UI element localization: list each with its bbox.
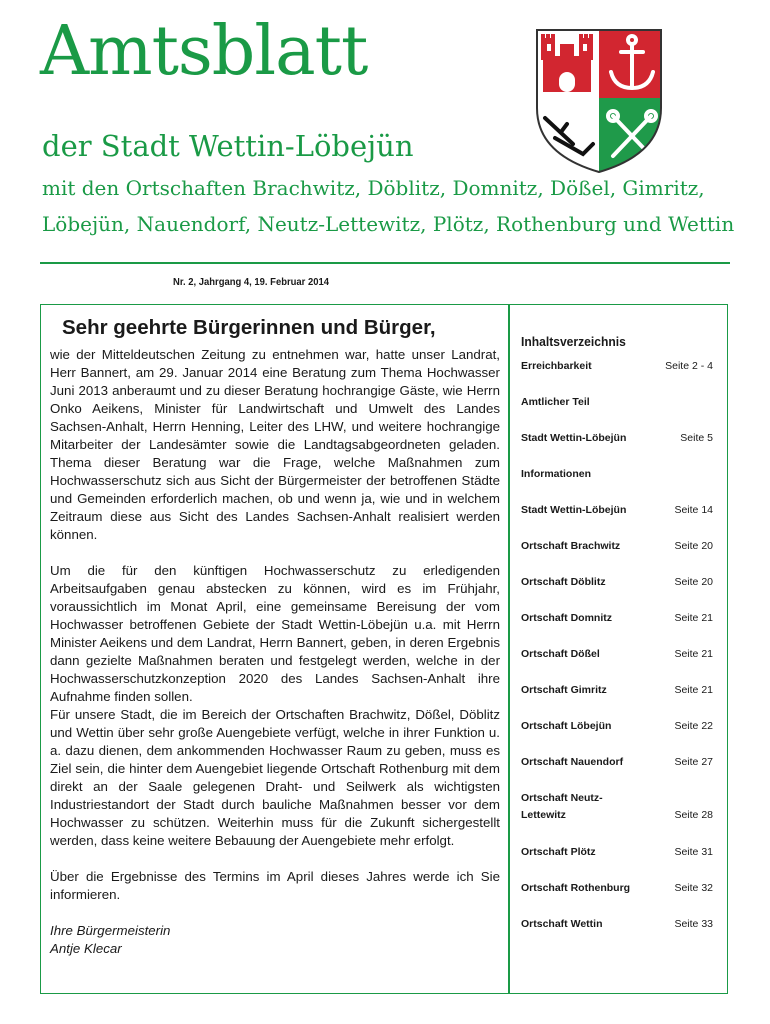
letter-paragraph: wie der Mitteldeutschen Zeitung zu entnehmen war, hatte unser Landrat, Herr Bannert, am 29. Januar 2014 eine Beratung zum Thema Hochwasser Juni 2013 anberaumt und zu dieser Beratung hochrangige Gäste, wie Herrn Onko Aeikens, Minister für Landwirtschaft und Umwelt des Landes Sachsen-Anhalt, Herrn Henning, Leiter des LHW, und weitere hochrangige Mitarbeiter der Landesämter sowie die Landtagsabgeordneten geladen. Thema dieser Beratung war die Frage, welche Maßnahmen zum Hochwasserschutz sich aus Sicht der Bürgermeister der betroffenen Städte und Gemeinden erforderlich machen, ob und wenn ja, wie und in welchem Zeitraum diese aus Sicht des Landes Sachsen-Anhalt realisiert werden können. — [50, 347, 500, 542]
toc-item-page: Seite 21 — [674, 684, 713, 696]
toc-item-page: Seite 21 — [674, 648, 713, 660]
toc-item-page: Seite 28 — [674, 809, 713, 821]
toc-item-page: Seite 14 — [674, 504, 713, 516]
toc-item-label: Ortschaft Löbejün — [521, 720, 612, 732]
masthead-towns-line1: mit den Ortschaften Brachwitz, Döblitz, Domnitz, Dößel, Gimritz, — [42, 176, 705, 200]
toc-item-label: Ortschaft Nauendorf — [521, 756, 624, 768]
letter-body — [50, 346, 500, 958]
toc-item[interactable] — [521, 682, 713, 699]
letter-paragraph: Über die Ergebnisse des Termins im April dieses Jahres werde ich Sie informieren. — [50, 869, 500, 902]
toc-item-page: Seite 21 — [674, 612, 713, 624]
toc-item[interactable] — [521, 358, 713, 375]
toc-item-page: Seite 20 — [674, 540, 713, 552]
toc-item-label: Stadt Wettin-Löbejün — [521, 504, 627, 516]
toc-item[interactable] — [521, 466, 713, 483]
toc-item-page: Seite 5 — [680, 432, 713, 444]
toc-item-page: Seite 31 — [674, 846, 713, 858]
toc-item-label: Ortschaft Rothenburg — [521, 882, 631, 894]
coat-of-arms-icon — [533, 26, 665, 176]
toc-item[interactable] — [521, 394, 713, 411]
toc-item[interactable] — [521, 430, 713, 447]
column-divider — [508, 304, 510, 994]
masthead-divider — [40, 262, 730, 264]
toc-item-label: Ortschaft Domnitz — [521, 612, 613, 624]
toc-title: Inhaltsverzeichnis — [521, 334, 626, 349]
toc-item[interactable] — [521, 610, 713, 627]
toc-item[interactable] — [521, 844, 713, 861]
toc-item-label: Ortschaft Brachwitz — [521, 540, 621, 552]
toc-item[interactable] — [521, 646, 713, 663]
toc-item[interactable] — [521, 916, 713, 933]
toc-item-label: Ortschaft Neutz-Lettewitz — [521, 792, 603, 821]
toc-item-label: Ortschaft Plötz — [521, 846, 596, 858]
toc-item-page: Seite 2 - 4 — [665, 360, 713, 372]
masthead-towns-line2: Löbejün, Nauendorf, Neutz-Lettewitz, Plötz, Rothenburg und Wettin — [42, 212, 735, 236]
signature-title: Ihre Bürgermeisterin — [50, 923, 171, 938]
toc-item-label: Stadt Wettin-Löbejün — [521, 432, 627, 444]
toc-item-label: Erreichbarkeit — [521, 360, 592, 372]
toc-item-page: Seite 20 — [674, 576, 713, 588]
masthead-title: Amtsblatt — [40, 12, 368, 91]
letter-paragraph: Um die für den künftigen Hochwasserschutz zu erledigenden Arbeitsaufgaben genau abstecken zu können, wird es im Frühjahr, voraussichtlich im Monat April, eine gemeinsame Bereisung der vom Hochwasser betroffenen Gebiete der Stadt Wettin-Löbejün u.a. mit Herrn Minister Aeikens und dem Landrat, Herrn Bannert, geben, in deren Ergebnis dann gezielte Maßnahmen beraten und festgelegt werden, welche in der Hochwasserschutzkonzeption 2020 des Landes Sachsen-Anhalt ihre Aufnahme finden sollen. — [50, 563, 500, 704]
issue-info: Nr. 2, Jahrgang 4, 19. Februar 2014 — [173, 276, 330, 288]
letter-heading: Sehr geehrte Bürgerinnen und Bürger, — [62, 316, 436, 339]
signature-name: Antje Klecar — [50, 941, 122, 956]
toc-item[interactable] — [521, 574, 713, 591]
toc-item-page: Seite 22 — [674, 720, 713, 732]
toc-item[interactable] — [521, 790, 713, 824]
toc-item[interactable] — [521, 502, 713, 519]
toc-item-label: Ortschaft Wettin — [521, 918, 603, 930]
toc-item-label: Ortschaft Dößel — [521, 648, 600, 660]
toc-item[interactable] — [521, 718, 713, 735]
masthead-subtitle: der Stadt Wettin-Löbejün — [42, 129, 414, 163]
letter-paragraph: Für unsere Stadt, die im Bereich der Ortschaften Brachwitz, Dößel, Döblitz und Wettin über sehr große Auengebiete verfügt, welche in ihrer Funktion u. a. dazu dienen, dem ankommenden Hochwasser Raum zu geben, muss es Ziel sein, die hinter dem Auengebiet liegende Ortschaft Rothenburg mit dem direkt an der Saale gelegenen Draht- und Seilwerk als wichtigsten Industriestandort der Stadt durch bauliche Maßnahmen besser vor dem Hochwasser zu schützen. Weiterhin muss für die Zukunft sichergestellt werden, dass keine weitere Bebauung der Auengebiete mehr erfolgt. — [50, 707, 500, 848]
toc-item-label: Amtlicher Teil — [521, 396, 590, 408]
toc-item[interactable] — [521, 754, 713, 771]
toc-item-label: Informationen — [521, 468, 591, 480]
toc-item-page: Seite 32 — [674, 882, 713, 894]
toc-item-page: Seite 27 — [674, 756, 713, 768]
toc-item[interactable] — [521, 880, 713, 897]
signature — [50, 922, 500, 958]
toc-item-label: Ortschaft Gimritz — [521, 684, 607, 696]
toc-item[interactable] — [521, 538, 713, 555]
toc-item-label: Ortschaft Döblitz — [521, 576, 606, 588]
toc-item-page: Seite 33 — [674, 918, 713, 930]
